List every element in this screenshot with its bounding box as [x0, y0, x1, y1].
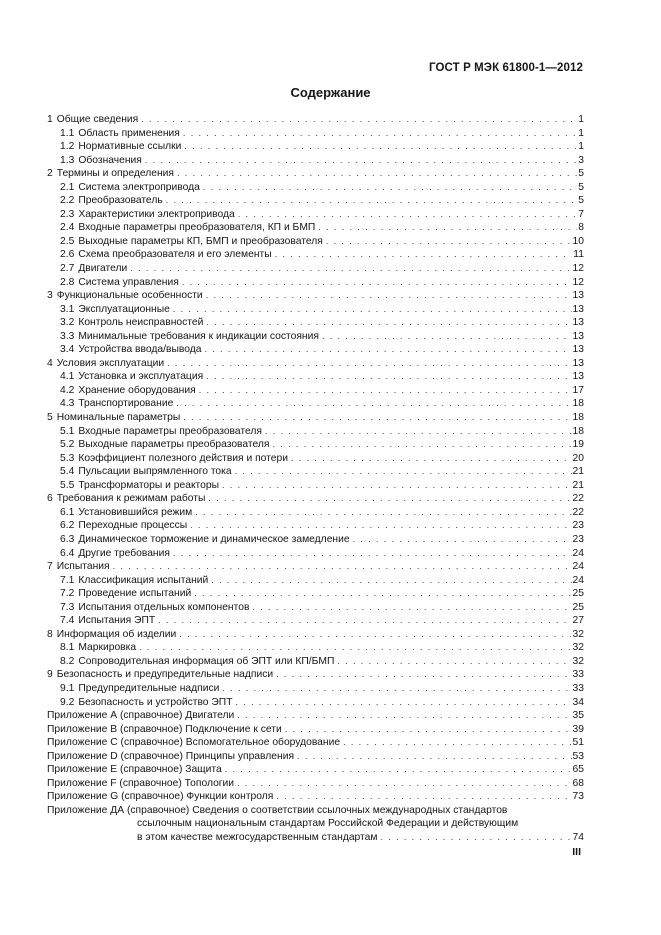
toc-entry[interactable]: [47, 235, 584, 249]
toc-page-number: 10: [572, 235, 584, 247]
toc-section-title: Испытания отдельных компонентов: [78, 601, 250, 613]
toc-section-title: Номинальные параметры: [56, 412, 181, 424]
toc-section-title: Испытания ЭПТ: [78, 615, 156, 627]
toc-section-number: 7: [47, 561, 53, 573]
toc-page-number: 7: [578, 208, 584, 220]
dot-leader: [167, 357, 571, 371]
dot-leader: [173, 303, 572, 317]
dot-leader: [173, 547, 572, 561]
toc-section-number: 2.4: [60, 222, 75, 234]
toc-page-number: 13: [572, 357, 584, 369]
toc-section-title: Эксплуатационные: [78, 303, 170, 315]
toc-section-number: 6.2: [60, 520, 75, 532]
toc-section-number: 2.3: [60, 208, 75, 220]
toc-page-number: 1: [578, 127, 584, 139]
toc-entry[interactable]: [47, 641, 584, 655]
toc-entry[interactable]: [47, 181, 584, 195]
toc-section-number: 1.3: [60, 154, 75, 166]
toc-section-number: 1.2: [60, 141, 75, 153]
dot-leader: [184, 140, 577, 154]
toc-entry[interactable]: [47, 370, 584, 384]
dot-leader: [337, 655, 571, 669]
toc-section-number: 2.8: [60, 276, 75, 288]
toc-page-number: 12: [572, 276, 584, 288]
toc-page-number: 21: [572, 479, 584, 491]
toc-section-title: Минимальные требования к индикации состояния: [78, 330, 319, 342]
toc-section-title: Информация об изделии: [56, 628, 177, 640]
dot-leader: [182, 276, 572, 290]
toc-page-number: 73: [572, 791, 584, 803]
dot-leader: [208, 492, 571, 506]
toc-section-number: 1.1: [60, 127, 75, 139]
toc-section-title: Приложение С (справочное) Вспомогательное оборудование: [47, 737, 341, 749]
toc-section-number: 7.1: [60, 574, 75, 586]
toc-page-number: 65: [572, 764, 584, 776]
toc-page-number: 23: [572, 520, 584, 532]
toc-section-number: 6.1: [60, 506, 75, 518]
toc-section-title: Характеристики электропривода: [78, 208, 235, 220]
toc-page-number: 1: [578, 114, 584, 125]
toc-section-title: Система управления: [78, 276, 179, 288]
toc-page-number: 74: [572, 831, 584, 843]
appendix-da-line-3-text: в этом качестве межгосударственным стандартам: [137, 831, 378, 843]
toc-section-number: 3.1: [60, 303, 75, 315]
toc-section-title: Трансформаторы и реакторы: [78, 479, 220, 491]
toc-section-number: 3.2: [60, 317, 75, 329]
toc-section-title: Установка и эксплуатация: [78, 371, 204, 383]
toc-entries: [47, 113, 584, 804]
toc-section-title: Условия эксплуатации: [56, 357, 165, 369]
toc-entry[interactable]: [47, 397, 584, 411]
dot-leader: [206, 370, 571, 384]
toc-page-number: 51: [572, 737, 584, 749]
toc-section-number: 4.2: [60, 384, 75, 396]
toc-page-number: 13: [572, 303, 584, 315]
toc-section-number: 6: [47, 493, 53, 505]
toc-page-number: 5: [578, 168, 584, 180]
toc-section-title: Сопроводительная информация об ЭПТ или КП/БМП: [78, 655, 335, 667]
toc-entry[interactable]: [47, 723, 584, 737]
toc-section-title: Проведение испытаний: [78, 588, 192, 600]
toc-page-number: 3: [578, 154, 584, 166]
toc-page-number: 24: [572, 547, 584, 559]
toc-section-title: Входные параметры преобразователя: [78, 425, 262, 437]
toc-entry-appendix-da: [47, 804, 584, 845]
toc-section-number: 2: [47, 168, 53, 180]
dot-leader: [353, 533, 572, 547]
toc-entry[interactable]: [47, 140, 584, 154]
toc-section-title: Безопасность и устройство ЭПТ: [78, 696, 233, 708]
toc-section-title: Нормативные ссылки: [78, 141, 182, 153]
appendix-da-line-2: ссылочным национальным стандартам Российской Федерации и действующим: [137, 818, 519, 830]
toc-section-title: Область применения: [78, 127, 180, 139]
toc-section-number: 5.2: [60, 439, 75, 451]
toc-entry[interactable]: [47, 506, 584, 520]
toc-page-number: 24: [572, 561, 584, 573]
dot-leader: [285, 723, 572, 737]
toc-section-number: 6.4: [60, 547, 75, 559]
toc-section-number: 4.3: [60, 398, 75, 410]
dot-leader: [235, 465, 572, 479]
toc-page-number: 25: [572, 588, 584, 600]
toc-entry[interactable]: [47, 411, 584, 425]
toc-section-number: 2.6: [60, 249, 75, 261]
toc-page-number: 22: [572, 493, 584, 505]
toc-page-number: 13: [572, 317, 584, 329]
toc-page-number: 18: [572, 412, 584, 424]
dot-leader: [206, 316, 571, 330]
toc-entry[interactable]: [47, 736, 584, 750]
toc-page-number: 13: [572, 330, 584, 342]
toc-section-title: Выходные параметры КП, БМП и преобразователя: [78, 235, 323, 247]
toc-section-number: 8.1: [60, 642, 75, 654]
toc-page-number: 32: [572, 628, 584, 640]
dot-leader: [141, 113, 577, 127]
toc-section-title: Двигатели: [78, 263, 128, 275]
toc-section-title: Установившийся режим: [78, 506, 193, 518]
toc-section-number: 4: [47, 357, 53, 369]
toc-section-number: 3.3: [60, 330, 75, 342]
dot-leader: [276, 668, 571, 682]
toc-section-title: Контроль неисправностей: [78, 317, 204, 329]
toc-section-number: 5.3: [60, 452, 75, 464]
toc-page-number: 53: [572, 750, 584, 762]
toc-section-title: Общие сведения: [56, 114, 139, 125]
toc-section-number: 2.1: [60, 181, 75, 193]
toc-page-number: 39: [572, 723, 584, 735]
dot-leader: [183, 127, 577, 141]
toc-section-title: Схема преобразователя и его элементы: [78, 249, 272, 261]
toc-entry[interactable]: [47, 465, 584, 479]
page-number-footer: III: [572, 846, 581, 858]
dot-leader: [211, 574, 571, 588]
toc-entry[interactable]: [47, 343, 584, 357]
toc-entry[interactable]: [47, 438, 584, 452]
toc-section-title: Переходные процессы: [78, 520, 188, 532]
dot-leader: [236, 696, 572, 710]
toc-section-title: Термины и определения: [56, 168, 174, 180]
toc-page-number: 23: [572, 533, 584, 545]
toc-page-number: 19: [572, 439, 584, 451]
toc-entry[interactable]: [47, 276, 584, 290]
dot-leader: [272, 438, 571, 452]
toc-entry[interactable]: [47, 763, 584, 777]
dot-leader: [222, 479, 572, 493]
toc-page-number: 5: [578, 181, 584, 193]
toc-entry[interactable]: [47, 208, 584, 222]
toc-section-title: Приложение D (справочное) Принципы управления: [47, 750, 295, 762]
toc-entry[interactable]: [47, 384, 584, 398]
toc-entry[interactable]: [47, 519, 584, 533]
toc-section-number: 9.1: [60, 682, 75, 694]
toc-page-number: 24: [572, 574, 584, 586]
dot-leader: [177, 167, 577, 181]
toc-entry[interactable]: [47, 262, 584, 276]
toc-section-title: Коэффициент полезного действия и потери: [78, 452, 288, 464]
toc-entry[interactable]: [47, 574, 584, 588]
toc-entry[interactable]: [47, 601, 584, 615]
dot-leader: [225, 763, 572, 777]
table-of-contents: [47, 113, 584, 845]
dot-leader: [204, 343, 571, 357]
toc-page-number: 18: [572, 398, 584, 410]
toc-page-number: 20: [572, 452, 584, 464]
toc-section-number: 5.5: [60, 479, 75, 491]
toc-entry[interactable]: [47, 425, 584, 439]
toc-section-number: 2.5: [60, 235, 75, 247]
toc-section-title: Динамическое торможение и динамическое замедление: [78, 533, 350, 545]
dot-leader: [130, 262, 571, 276]
toc-page-number: 18: [572, 425, 584, 437]
appendix-da-line-1: Приложение ДА (справочное) Сведения о соответствии ссылочных международных стандартов: [47, 804, 508, 816]
toc-entry[interactable]: [47, 750, 584, 764]
toc-section-title: Испытания: [56, 561, 110, 573]
toc-section-number: 5.1: [60, 425, 75, 437]
toc-section-title: Приложение А (справочное) Двигатели: [47, 710, 235, 722]
toc-section-number: 9: [47, 669, 53, 681]
toc-entry[interactable]: [47, 248, 584, 262]
toc-section-title: Приложение G (справочное) Функции контроля: [47, 791, 274, 803]
toc-page-number: 13: [572, 290, 584, 302]
toc-section-number: 7.3: [60, 601, 75, 613]
toc-section-number: 2.2: [60, 195, 75, 207]
dot-leader: [326, 235, 572, 249]
toc-page-number: 32: [572, 642, 584, 654]
toc-section-title: Входные параметры преобразователя, КП и БМП: [78, 222, 316, 234]
toc-section-number: 3: [47, 290, 53, 302]
toc-entry[interactable]: [47, 113, 584, 127]
toc-section-number: 6.3: [60, 533, 75, 545]
toc-entry[interactable]: [47, 452, 584, 466]
toc-entry[interactable]: [47, 194, 584, 208]
dot-leader: [195, 506, 571, 520]
toc-entry[interactable]: [47, 127, 584, 141]
toc-page-number: 13: [572, 344, 584, 356]
toc-section-title: Другие требования: [78, 547, 170, 559]
toc-entry[interactable]: [47, 655, 584, 669]
dot-leader: [275, 248, 573, 262]
toc-entry[interactable]: [47, 357, 584, 371]
toc-entry[interactable]: [47, 628, 584, 642]
toc-section-number: 7.2: [60, 588, 75, 600]
toc-section-title: Транспортирование: [78, 398, 174, 410]
toc-page-number: 25: [572, 601, 584, 613]
toc-page-number: 22: [572, 506, 584, 518]
toc-section-number: 2.7: [60, 263, 75, 275]
toc-entry[interactable]: [47, 547, 584, 561]
dot-leader: [291, 452, 572, 466]
toc-section-title: Безопасность и предупредительные надписи: [56, 669, 274, 681]
dot-leader: [145, 154, 577, 168]
toc-section-number: 5.4: [60, 466, 75, 478]
toc-section-title: Функциональные особенности: [56, 290, 203, 302]
toc-section-number: 4.1: [60, 371, 75, 383]
dot-leader: [318, 221, 577, 235]
toc-section-number: 1: [47, 114, 53, 125]
dot-leader: [380, 831, 571, 845]
page-title: Содержание: [290, 85, 371, 100]
toc-entry[interactable]: [47, 790, 584, 804]
toc-entry[interactable]: [47, 303, 584, 317]
toc-entry[interactable]: [47, 533, 584, 547]
toc-section-number: 8: [47, 628, 53, 640]
toc-section-title: Преобразователь: [78, 195, 163, 207]
toc-page-number: 35: [572, 710, 584, 722]
toc-section-title: Маркировка: [78, 642, 137, 654]
dot-leader: [238, 208, 578, 222]
dot-leader: [322, 330, 572, 344]
dot-leader: [206, 289, 572, 303]
dot-leader: [222, 682, 571, 696]
toc-entry[interactable]: [47, 696, 584, 710]
toc-section-title: Предупредительные надписи: [78, 682, 220, 694]
dot-leader: [158, 614, 571, 628]
toc-page-number: 5: [578, 195, 584, 207]
toc-section-title: Пульсации выпрямленного тока: [78, 466, 232, 478]
dot-leader: [176, 397, 571, 411]
dot-leader: [237, 709, 571, 723]
toc-section-title: Требования к режимам работы: [56, 493, 206, 505]
toc-entry[interactable]: [47, 316, 584, 330]
dot-leader: [276, 790, 571, 804]
dot-leader: [190, 519, 571, 533]
toc-page-number: 1: [578, 141, 584, 153]
toc-entry[interactable]: [47, 614, 584, 628]
toc-entry[interactable]: [47, 154, 584, 168]
toc-page-number: 11: [573, 249, 584, 261]
toc-section-number: 9.2: [60, 696, 75, 708]
toc-entry[interactable]: [47, 289, 584, 303]
toc-page-number: 68: [572, 777, 584, 789]
toc-page-number: 8: [578, 222, 584, 234]
toc-page-number: 34: [572, 696, 584, 708]
toc-page-number: 33: [572, 682, 584, 694]
dot-leader: [297, 750, 572, 764]
dot-leader: [203, 181, 577, 195]
dot-leader: [183, 411, 571, 425]
toc-section-title: Приложение В (справочное) Подключение к сети: [47, 723, 282, 735]
toc-page-number: 13: [572, 371, 584, 383]
toc-page-number: 17: [572, 384, 584, 396]
toc-section-title: Обозначения: [78, 154, 142, 166]
toc-page-number: 27: [572, 615, 584, 627]
dot-leader: [343, 736, 571, 750]
toc-page-number: 33: [572, 669, 584, 681]
dot-leader: [265, 425, 572, 439]
toc-entry[interactable]: [47, 479, 584, 493]
toc-page-number: 21: [572, 466, 584, 478]
dot-leader: [237, 777, 571, 791]
toc-entry[interactable]: [47, 560, 584, 574]
toc-page-number: 12: [572, 263, 584, 275]
dot-leader: [166, 194, 578, 208]
toc-section-title: Устройства ввода/вывода: [78, 344, 202, 356]
toc-section-number: 7.4: [60, 615, 75, 627]
toc-section-title: Приложение F (справочное) Топологии: [47, 777, 235, 789]
toc-entry[interactable]: [47, 668, 584, 682]
dot-leader: [139, 641, 571, 655]
dot-leader: [194, 587, 571, 601]
toc-entry[interactable]: [47, 777, 584, 791]
toc-section-title: Хранение оборудования: [78, 384, 196, 396]
toc-section-title: Система электропривода: [78, 181, 200, 193]
toc-section-title: Приложение Е (справочное) Защита: [47, 764, 222, 776]
toc-section-number: 5: [47, 412, 53, 424]
toc-entry[interactable]: [47, 492, 584, 506]
appendix-da-line-3: [47, 831, 584, 845]
toc-page-number: 32: [572, 655, 584, 667]
toc-section-title: Выходные параметры преобразователя: [78, 439, 270, 451]
dot-leader: [252, 601, 571, 615]
toc-entry[interactable]: [47, 709, 584, 723]
toc-section-title: Классификация испытаний: [78, 574, 209, 586]
dot-leader: [179, 628, 571, 642]
document-header: ГОСТ Р МЭК 61800-1—2012: [429, 62, 583, 74]
dot-leader: [113, 560, 572, 574]
toc-section-number: 8.2: [60, 655, 75, 667]
dot-leader: [199, 384, 572, 398]
toc-entry[interactable]: [47, 167, 584, 181]
toc-entry[interactable]: [47, 330, 584, 344]
toc-entry[interactable]: [47, 221, 584, 235]
toc-entry[interactable]: [47, 682, 584, 696]
toc-section-number: 3.4: [60, 344, 75, 356]
toc-entry[interactable]: [47, 587, 584, 601]
